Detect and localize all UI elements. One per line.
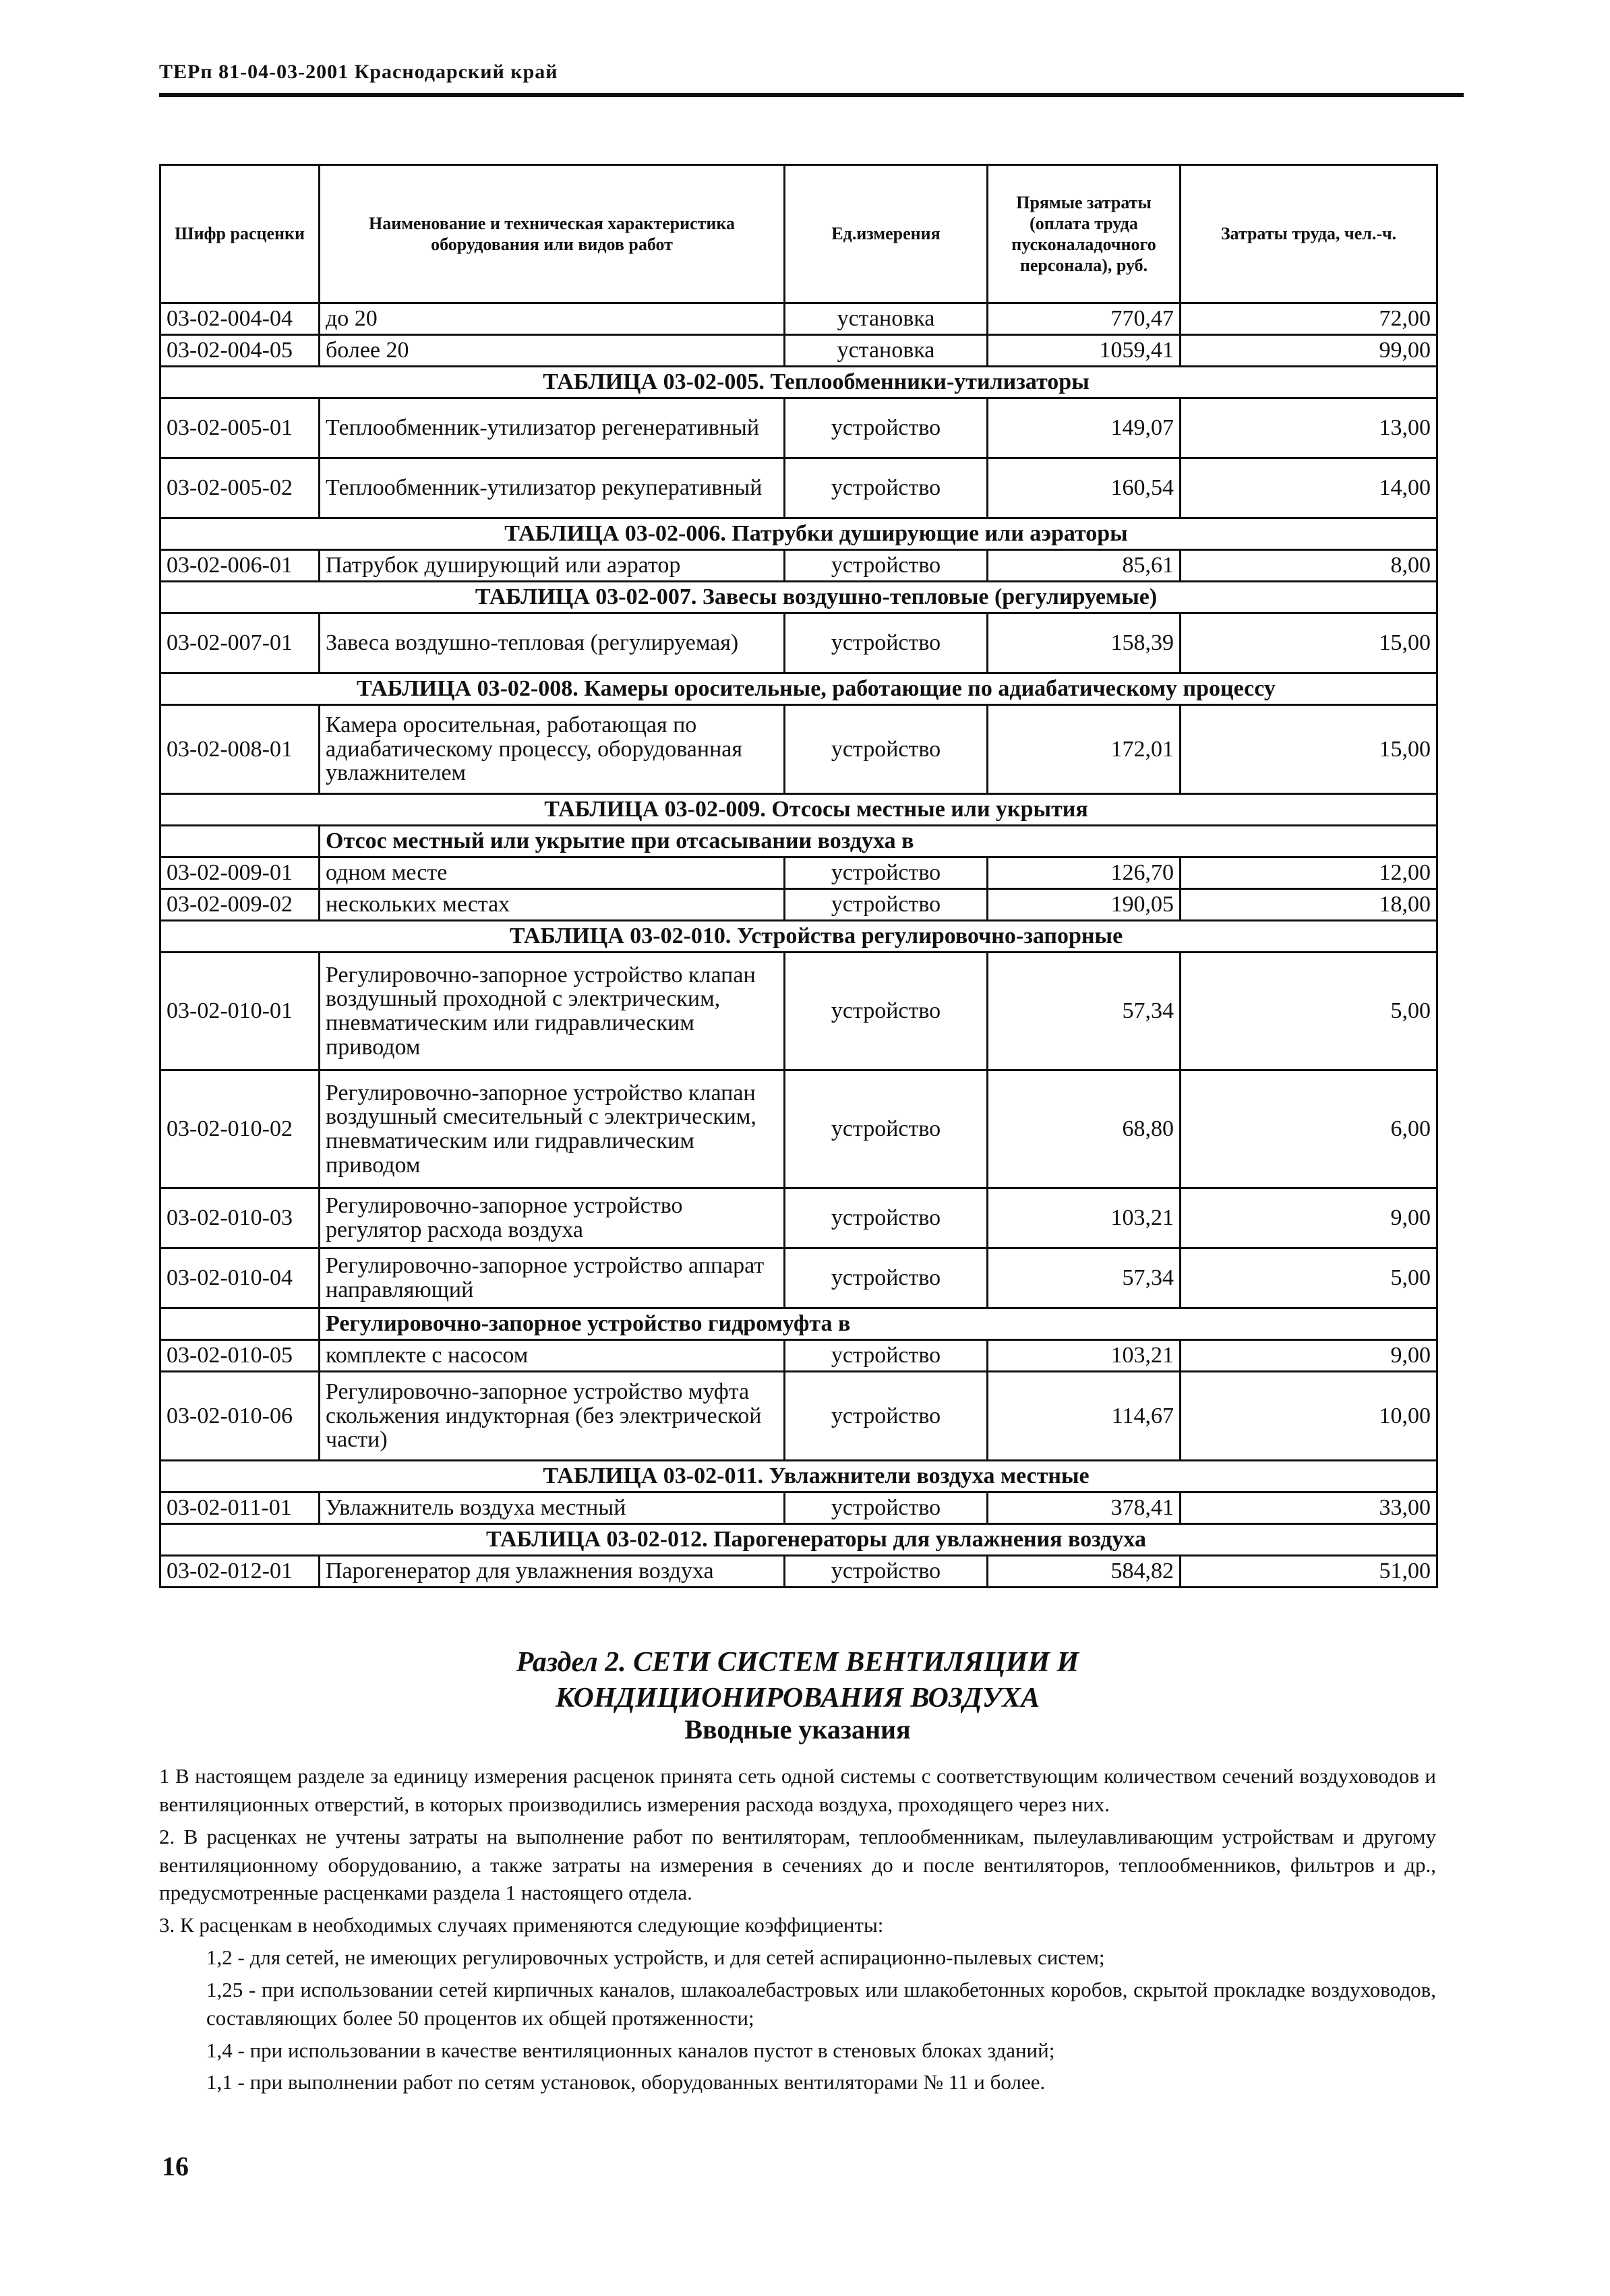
- table-cell-cost: 770,47: [988, 303, 1181, 335]
- table-cell-cost: 172,01: [988, 705, 1181, 794]
- table-cell-unit: устройство: [785, 1492, 988, 1524]
- section-subtitle: Вводные указания: [684, 1714, 911, 1745]
- table-cell-cost: 584,82: [988, 1556, 1181, 1588]
- table-row: [160, 335, 1437, 367]
- coefficient-2: 1,25 - при использовании сетей кирпичных каналов, шлакоалебастровых или шлакобетонных коробов, скрытой прокладке воздуховодов, составляющих более 50 процентов их общей протяженности;: [206, 1977, 1436, 2030]
- table-cell-labor: 72,00: [1181, 303, 1437, 335]
- table-cell-name: Завеса воздушно-тепловая (регулируемая): [320, 613, 785, 673]
- table-row: [160, 1492, 1437, 1524]
- table-section-title: ТАБЛИЦА 03-02-009. Отсосы местные или укрытия: [160, 794, 1437, 826]
- table-cell-code: 03-02-010-02: [160, 1070, 320, 1188]
- page-number: 16: [162, 2151, 189, 2181]
- table-cell-name: Увлажнитель воздуха местный: [320, 1492, 785, 1524]
- table-cell-labor: 5,00: [1181, 1248, 1437, 1308]
- table-cell-code: 03-02-007-01: [160, 613, 320, 673]
- table-cell-code: 03-02-011-01: [160, 1492, 320, 1524]
- table-cell-labor: 14,00: [1181, 458, 1437, 518]
- coefficient-3: 1,4 - при использовании в качестве вентиляционных каналов пустот в стеновых блоках зданий;: [206, 2038, 1055, 2062]
- table-cell-empty: [160, 826, 320, 857]
- table-cell-code: 03-02-010-06: [160, 1372, 320, 1461]
- table-subheading-row: [160, 826, 1437, 857]
- table-section-title: ТАБЛИЦА 03-02-005. Теплообменники-утилизаторы: [160, 367, 1437, 398]
- table-row: [160, 889, 1437, 921]
- table-cell-unit: устройство: [785, 1372, 988, 1461]
- table-row: [160, 1556, 1437, 1588]
- table-section-row: [160, 1524, 1437, 1556]
- table-row: [160, 398, 1437, 458]
- table-cell-code: 03-02-004-05: [160, 335, 320, 367]
- table-cell-unit: устройство: [785, 1340, 988, 1372]
- table-cell-name: Патрубок душирующий или аэратор: [320, 550, 785, 582]
- table-cell-unit: установка: [785, 303, 988, 335]
- table-row: [160, 857, 1437, 889]
- table-cell-unit: устройство: [785, 1070, 988, 1188]
- table-row: [160, 1248, 1437, 1308]
- rates-table: [159, 164, 1438, 1588]
- section-title: [159, 1645, 1436, 1716]
- table-row: [160, 1070, 1437, 1188]
- note-paragraph-3: 3. К расценкам в необходимых случаях применяются следующие коэффициенты:: [159, 1913, 884, 1937]
- table-cell-cost: 57,34: [988, 953, 1181, 1070]
- table-cell-labor: 15,00: [1181, 613, 1437, 673]
- table-cell-name: Регулировочно-запорное устройство аппарат направляющий: [320, 1248, 785, 1308]
- coefficient-4: 1,1 - при выполнении работ по сетям установок, оборудованных вентиляторами № 11 и более.: [206, 2070, 1046, 2094]
- table-cell-name: комплекте с насосом: [320, 1340, 785, 1372]
- table-row: [160, 705, 1437, 794]
- table-cell-labor: 15,00: [1181, 705, 1437, 794]
- table-cell-cost: 103,21: [988, 1340, 1181, 1372]
- table-cell-labor: 99,00: [1181, 335, 1437, 367]
- table-cell-cost: 68,80: [988, 1070, 1181, 1188]
- table-cell-unit: устройство: [785, 1188, 988, 1248]
- table-cell-unit: устройство: [785, 1248, 988, 1308]
- table-cell-code: 03-02-005-02: [160, 458, 320, 518]
- header-rule: [159, 93, 1464, 97]
- table-cell-code: 03-02-010-01: [160, 953, 320, 1070]
- table-cell-cost: 158,39: [988, 613, 1181, 673]
- section-title-line2: КОНДИЦИОНИРОВАНИЯ ВОЗДУХА: [555, 1682, 1040, 1714]
- table-cell-code: 03-02-009-01: [160, 857, 320, 889]
- table-cell-name: более 20: [320, 335, 785, 367]
- table-row: [160, 953, 1437, 1070]
- coefficient-1: 1,2 - для сетей, не имеющих регулировочных устройств, и для сетей аспирационно-пылевых систем;: [206, 1945, 1105, 1970]
- table-cell-name: Теплообменник-утилизатор регенеративный: [320, 398, 785, 458]
- table-cell-name: Регулировочно-запорное устройство регулятор расхода воздуха: [320, 1188, 785, 1248]
- table-row: [160, 1340, 1437, 1372]
- table-cell-code: 03-02-005-01: [160, 398, 320, 458]
- table-row: [160, 1372, 1437, 1461]
- column-header-cost: Прямые затраты (оплата труда пусконаладочного персонала), руб.: [988, 165, 1181, 303]
- table-cell-labor: 18,00: [1181, 889, 1437, 921]
- table-cell-labor: 5,00: [1181, 953, 1437, 1070]
- table-cell-cost: 126,70: [988, 857, 1181, 889]
- table-cell-unit: устройство: [785, 613, 988, 673]
- table-cell-code: 03-02-008-01: [160, 705, 320, 794]
- table-cell-labor: 33,00: [1181, 1492, 1437, 1524]
- table-row: [160, 1188, 1437, 1248]
- table-cell-cost: 103,21: [988, 1188, 1181, 1248]
- table-body: [160, 303, 1437, 1588]
- table-subheading: Регулировочно-запорное устройство гидромуфта в: [320, 1308, 1437, 1340]
- column-header-code: Шифр расценки: [160, 165, 320, 303]
- table-cell-code: 03-02-012-01: [160, 1556, 320, 1588]
- table-cell-code: 03-02-009-02: [160, 889, 320, 921]
- table-cell-unit: устройство: [785, 550, 988, 582]
- table-section-row: [160, 367, 1437, 398]
- table-cell-name: до 20: [320, 303, 785, 335]
- table-cell-unit: устройство: [785, 857, 988, 889]
- table-cell-unit: устройство: [785, 953, 988, 1070]
- table-section-title: ТАБЛИЦА 03-02-007. Завесы воздушно-тепловые (регулируемые): [160, 582, 1437, 613]
- table-cell-labor: 8,00: [1181, 550, 1437, 582]
- table-cell-name: одном месте: [320, 857, 785, 889]
- table-cell-name: Регулировочно-запорное устройство клапан воздушный проходной с электрическим, пневматическим или гидравлическим приводом: [320, 953, 785, 1070]
- table-subheading-row: [160, 1308, 1437, 1340]
- table-cell-code: 03-02-010-03: [160, 1188, 320, 1248]
- table-cell-unit: устройство: [785, 889, 988, 921]
- column-header-labor: Затраты труда, чел.-ч.: [1181, 165, 1437, 303]
- table-cell-code: 03-02-004-04: [160, 303, 320, 335]
- column-header-name: Наименование и техническая характеристика оборудования или видов работ: [320, 165, 785, 303]
- table-row: [160, 303, 1437, 335]
- table-cell-unit: установка: [785, 335, 988, 367]
- table-cell-labor: 12,00: [1181, 857, 1437, 889]
- note-paragraph-2: 2. В расценках не учтены затраты на выполнение работ по вентиляторам, теплообменникам, пылеулавливающим устройствам и другому вентиляционному оборудованию, а также затраты на измерения в сечениях до и после вентиляторов, теплообменников, фильтров и др., предусмотренные расценками раздела 1 настоящего отдела.: [159, 1824, 1436, 1905]
- table-cell-cost: 149,07: [988, 398, 1181, 458]
- table-section-title: ТАБЛИЦА 03-02-010. Устройства регулировочно-запорные: [160, 921, 1437, 953]
- table-cell-cost: 160,54: [988, 458, 1181, 518]
- table-cell-cost: 114,67: [988, 1372, 1181, 1461]
- table-section-row: [160, 794, 1437, 826]
- table-cell-code: 03-02-010-05: [160, 1340, 320, 1372]
- table-cell-unit: устройство: [785, 705, 988, 794]
- table-cell-name: Теплообменник-утилизатор рекуперативный: [320, 458, 785, 518]
- table-cell-unit: устройство: [785, 1556, 988, 1588]
- table-cell-labor: 13,00: [1181, 398, 1437, 458]
- table-cell-cost: 57,34: [988, 1248, 1181, 1308]
- table-section-title: ТАБЛИЦА 03-02-012. Парогенераторы для увлажнения воздуха: [160, 1524, 1437, 1556]
- table-cell-cost: 1059,41: [988, 335, 1181, 367]
- table-cell-code: 03-02-006-01: [160, 550, 320, 582]
- table-section-row: [160, 673, 1437, 705]
- table-cell-labor: 51,00: [1181, 1556, 1437, 1588]
- section-title-line1: Раздел 2. СЕТИ СИСТЕМ ВЕНТИЛЯЦИИ И: [516, 1647, 1079, 1678]
- intro-notes: [159, 1762, 1436, 2101]
- note-paragraph-1: 1 В настоящем разделе за единицу измерения расценок принята сеть одной системы с соответствующим количеством сечений воздуховодов и вентиляционных отверстий, в которых производились измерения расхода воздуха, проходящего через них.: [159, 1764, 1436, 1816]
- table-cell-unit: устройство: [785, 458, 988, 518]
- column-header-unit: Ед.измерения: [785, 165, 988, 303]
- table-row: [160, 458, 1437, 518]
- table-cell-name: Камера оросительная, работающая по адиабатическому процессу, оборудованная увлажнителем: [320, 705, 785, 794]
- table-cell-name: нескольких местах: [320, 889, 785, 921]
- table-cell-cost: 190,05: [988, 889, 1181, 921]
- table-cell-cost: 85,61: [988, 550, 1181, 582]
- table-cell-name: Регулировочно-запорное устройство муфта скольжения индукторная (без электрической части): [320, 1372, 785, 1461]
- table-cell-labor: 9,00: [1181, 1188, 1437, 1248]
- table-row: [160, 613, 1437, 673]
- table-section-title: ТАБЛИЦА 03-02-011. Увлажнители воздуха местные: [160, 1461, 1437, 1492]
- table-cell-labor: 9,00: [1181, 1340, 1437, 1372]
- table-section-row: [160, 921, 1437, 953]
- table-section-title: ТАБЛИЦА 03-02-008. Камеры оросительные, работающие по адиабатическому процессу: [160, 673, 1437, 705]
- table-cell-cost: 378,41: [988, 1492, 1181, 1524]
- table-section-row: [160, 582, 1437, 613]
- table-cell-name: Регулировочно-запорное устройство клапан воздушный смесительный с электрическим, пневматическим или гидравлическим приводом: [320, 1070, 785, 1188]
- table-cell-code: 03-02-010-04: [160, 1248, 320, 1308]
- table-header-row: [160, 165, 1437, 303]
- table-section-row: [160, 1461, 1437, 1492]
- table-cell-labor: 10,00: [1181, 1372, 1437, 1461]
- table-cell-labor: 6,00: [1181, 1070, 1437, 1188]
- header-text: ТЕРп 81-04-03-2001 Краснодарский край: [159, 61, 558, 83]
- table-section-row: [160, 518, 1437, 550]
- table-row: [160, 550, 1437, 582]
- table-cell-empty: [160, 1308, 320, 1340]
- page-header: [159, 61, 1464, 84]
- table-section-title: ТАБЛИЦА 03-02-006. Патрубки душирующие или аэраторы: [160, 518, 1437, 550]
- table-subheading: Отсос местный или укрытие при отсасывании воздуха в: [320, 826, 1437, 857]
- table-cell-unit: устройство: [785, 398, 988, 458]
- table-cell-name: Парогенератор для увлажнения воздуха: [320, 1556, 785, 1588]
